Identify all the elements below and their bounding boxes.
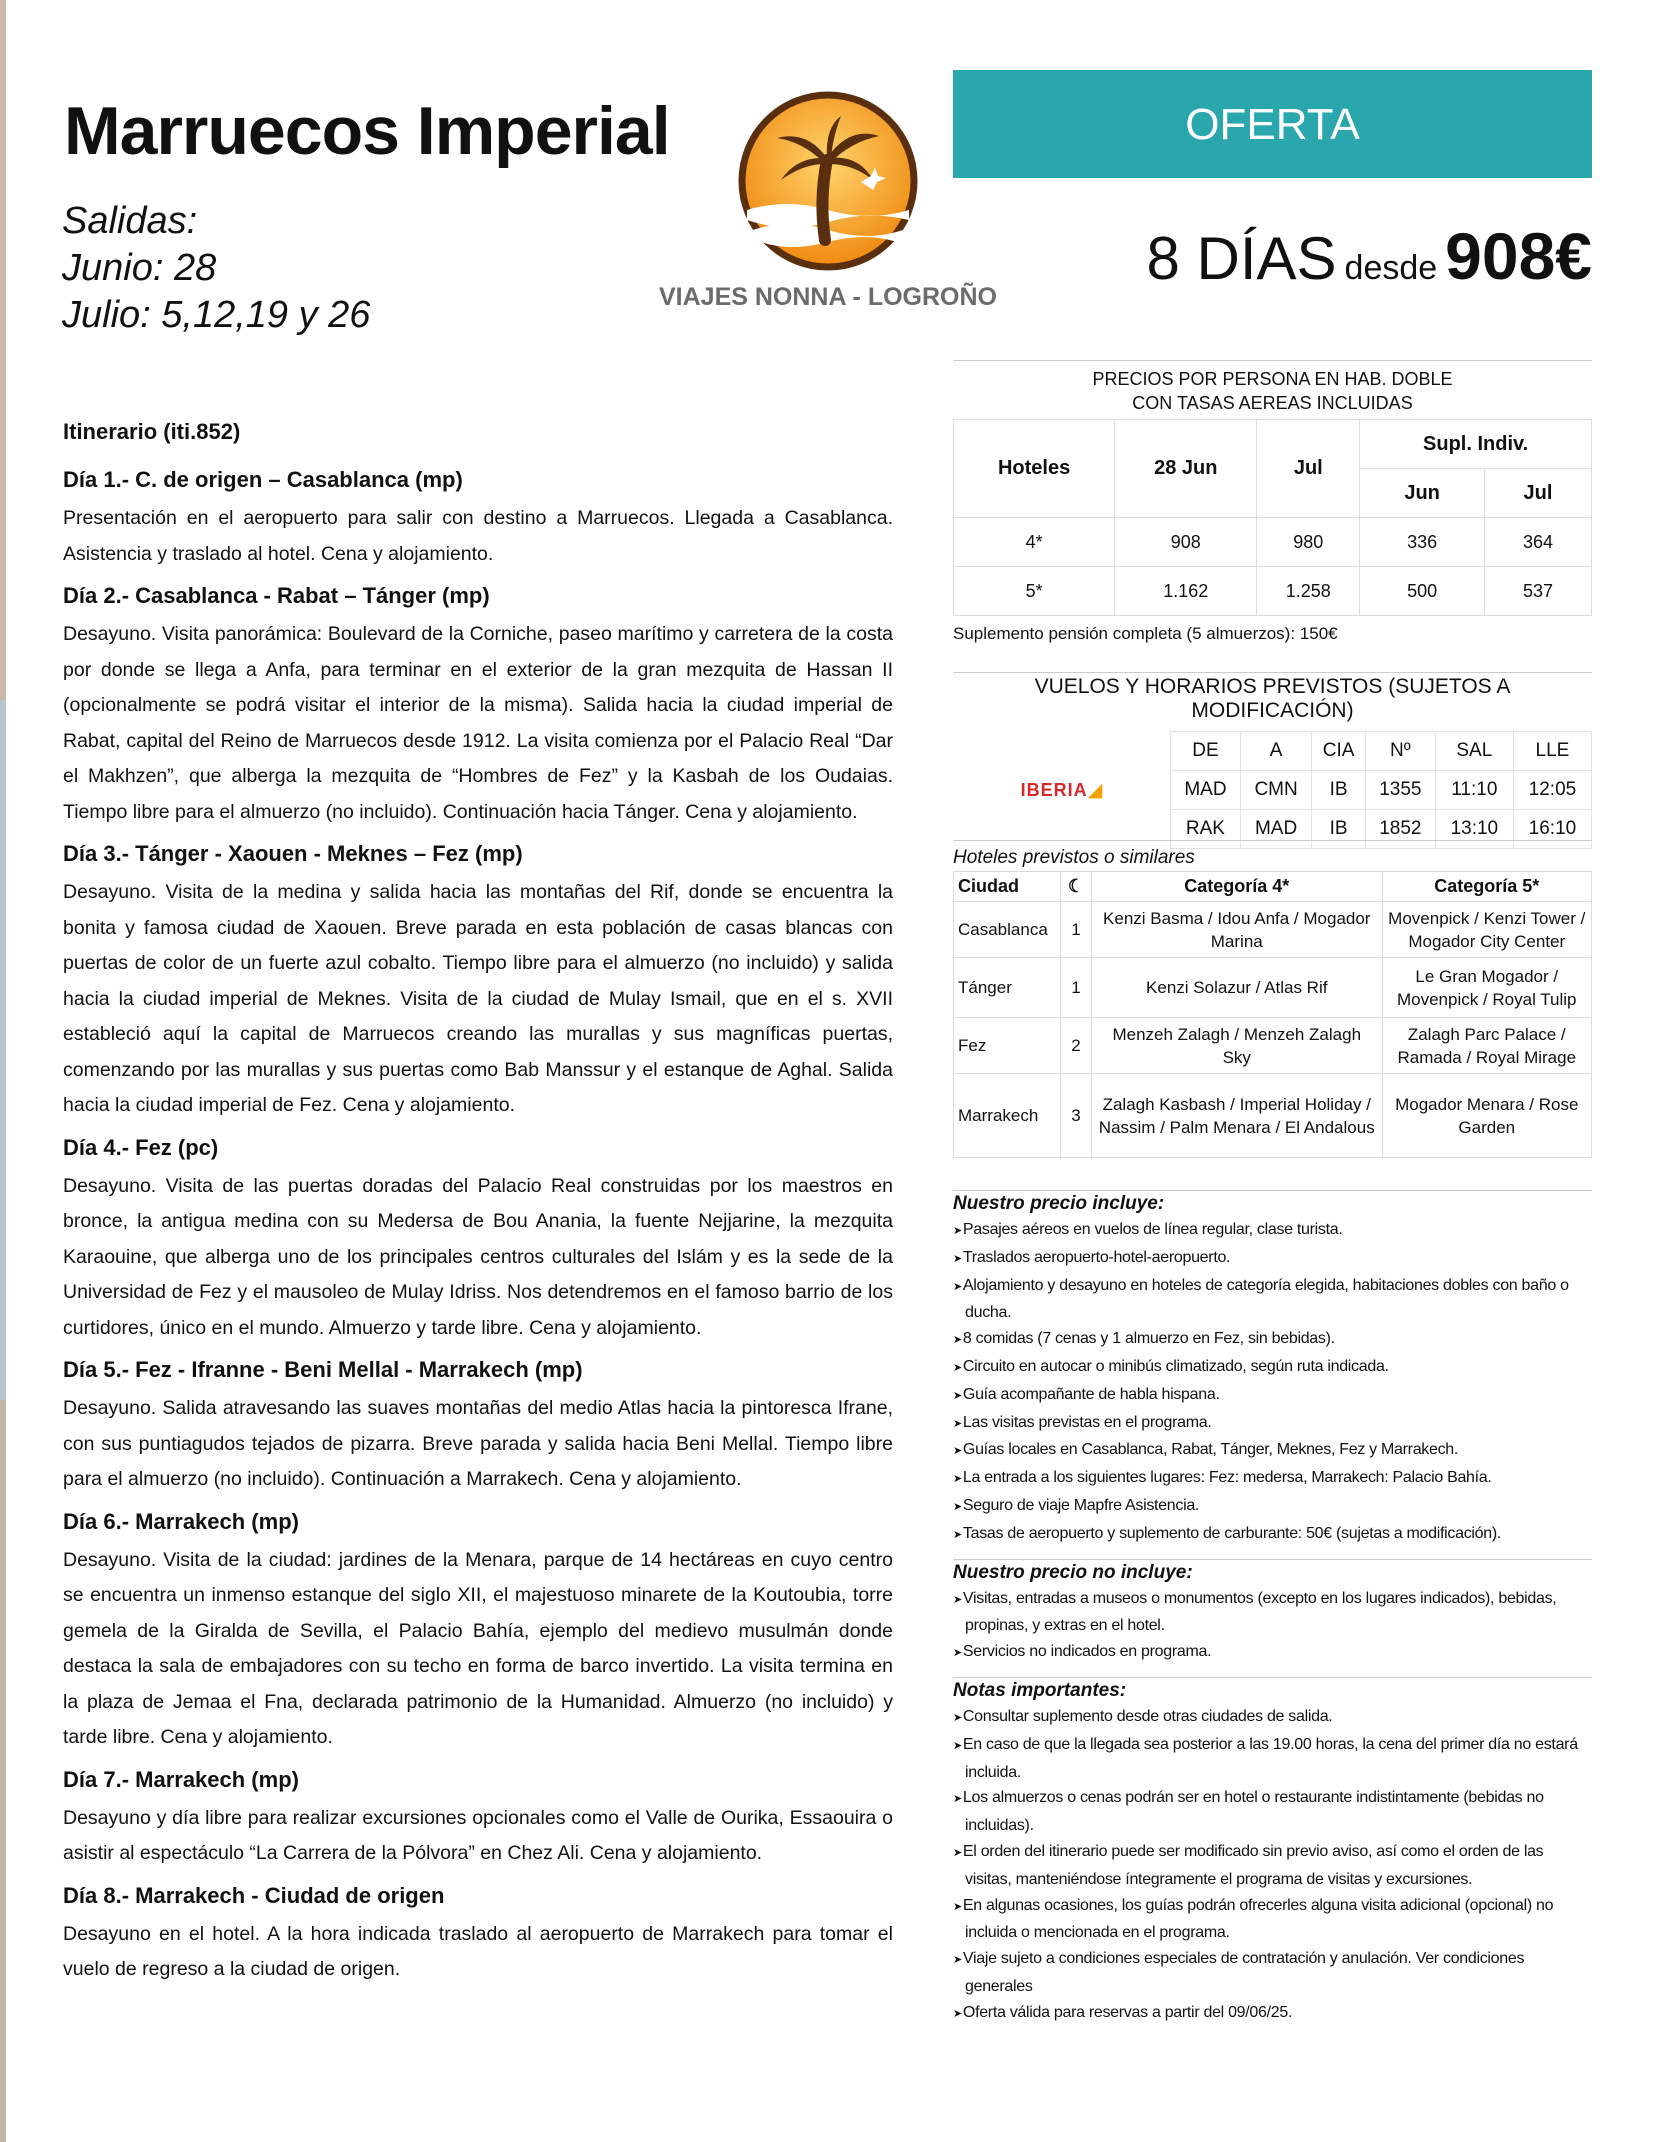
- price-table: [953, 419, 1592, 616]
- includes-list: [953, 1217, 1592, 1549]
- table-row: [954, 872, 1592, 902]
- palm-tree-logo: [737, 90, 919, 272]
- price-from-label: desde: [1344, 249, 1438, 287]
- table-header-cell: SAL: [1435, 732, 1513, 771]
- table-cell: 500: [1360, 567, 1485, 616]
- table-row: [953, 732, 1592, 771]
- salidas-label: Salidas:: [62, 200, 198, 242]
- table-header-cell: A: [1240, 732, 1311, 771]
- full-board-supplement: Suplemento pensión completa (5 almuerzos): 150€: [953, 624, 1338, 643]
- notes-list: [953, 1704, 1592, 2028]
- day-description: Desayuno. Visita de la ciudad: jardines de la Menara, parque de 14 hectáreas en cuyo centro se encuentra un inmenso estanque del siglo XII, el majestuoso minarete de la Koutoubia, torre gemela de la Giralda de Sevilla, el Palacio Bahía, ejemplo del medievo musulmán donde destaca la sala de embajadores con su techo en forma de barco invertido. La visita termina en la plaza de Jemaa el Fna, declarada patrimonio de la Humanidad. Almuerzo (no incluido) y tarde libre. Cena y alojamiento.: [63, 1548, 893, 1748]
- day-description: Desayuno. Visita de las puertas doradas del Palacio Real construidas por los maestros en bronce, la antigua medina con su Medersa de Bou Anania, la fuente Nejjarine, la mezquita Karaouine, que alberga uno de los principales centros culturales del Islám y es la sede de la Universidad de Fez y el mausoleo de Mulay Idriss. Nos detendremos en el famoso barrio de los curtidores, único en el mundo. Almuerzo y tarde libre. Cena y alojamiento.: [63, 1174, 893, 1339]
- departure-dates: [62, 198, 370, 339]
- table-cell: 1.162: [1115, 567, 1257, 616]
- table-row: [954, 902, 1592, 958]
- itinerary-day: [63, 1509, 893, 1756]
- table-header-cell: CIA: [1312, 732, 1366, 771]
- list-item: ➤ La entrada a los siguientes lugares: Fez: medersa, Marrakech: Palacio Bahía.: [953, 1465, 1592, 1493]
- table-cell: Le Gran Mogador / Movenpick / Royal Tulip: [1382, 958, 1591, 1018]
- flights-title: VUELOS Y HORARIOS PREVISTOS (SUJETOS A MODIFICACIÓN): [953, 672, 1592, 723]
- salidas-june: Junio: 28: [62, 247, 217, 289]
- table-cell: 5*: [954, 567, 1115, 616]
- table-cell: 3: [1061, 1074, 1092, 1158]
- table-header-cell: 28 Jun: [1115, 420, 1257, 518]
- day-description: Desayuno. Visita de la medina y salida hacia las montañas del Rif, donde se encuentra la bonita y famosa ciudad de Xaouen. Breve parada en esta población de casas blancas con puertas de color de un fuerte azul cobalto. Tiempo libre para el almuerzo (no incluido) y salida hacia la ciudad imperial de Meknes. Visita de la ciudad de Mulay Ismail, que en el s. XVII estableció aquí la capital de Marruecos creando las murallas y sus magníficas puertas, comenzando por las murallas y sus puertas como Bab Manssur y el estanque de Aghal. Salida hacia la ciudad imperial de Fez. Cena y alojamiento.: [63, 881, 893, 1116]
- moon-icon: ☾: [1061, 872, 1092, 902]
- itinerary-day: [63, 583, 893, 830]
- list-item: ➤ Viaje sujeto a condiciones especiales de contratación y anulación. Ver condiciones generales: [953, 1946, 1592, 2000]
- list-item: ➤ En algunas ocasiones, los guías podrán ofrecerles alguna visita adicional (opcional) no incluida o mencionada en el programa.: [953, 1893, 1592, 1947]
- table-header-cell: Nº: [1365, 732, 1435, 771]
- iberia-wing-icon: ◢: [1087, 779, 1103, 801]
- salidas-july: Julio: 5,12,19 y 26: [62, 294, 371, 336]
- table-cell: Kenzi Solazur / Atlas Rif: [1092, 958, 1383, 1018]
- list-item: ➤ En caso de que la llegada sea posterior a las 19.00 horas, la cena del primer día no estará incluida.: [953, 1732, 1592, 1786]
- list-item: ➤ Guías locales en Casablanca, Rabat, Tánger, Meknes, Fez y Marrakech.: [953, 1437, 1592, 1465]
- table-row: [954, 567, 1592, 616]
- price-table-heading: [953, 360, 1592, 419]
- table-row: [954, 1074, 1592, 1158]
- list-item: ➤ Traslados aeropuerto-hotel-aeropuerto.: [953, 1245, 1592, 1273]
- page-title: Marruecos Imperial: [64, 93, 670, 169]
- table-cell: 1: [1061, 958, 1092, 1018]
- includes-title: Nuestro precio incluye:: [953, 1193, 1165, 1214]
- day-description: Desayuno. Visita panorámica: Boulevard de la Corniche, paseo marítimo y carretera de la costa por donde se llega a Anfa, para terminar en el exterior de la gran mezquita de Hassan II (opcionalmente se podrá visitar el interior de la misma). Salida hacia la ciudad imperial de Rabat, capital del Reino de Marruecos desde 1912. La visita comienza por el Palacio Real “Dar el Makhzen”, que alberga la mezquita de “Hombres de Fez” y la Kasbah de los Oudaias. Tiempo libre para el almuerzo (no incluido). Continuación hacia Tánger. Cena y alojamiento.: [63, 623, 893, 823]
- table-header-cell: Categoría 5*: [1382, 872, 1591, 902]
- list-item: ➤ Consultar suplemento desde otras ciudades de salida.: [953, 1704, 1592, 1732]
- table-cell: MAD: [1240, 810, 1311, 849]
- table-cell: Tánger: [954, 958, 1061, 1018]
- page-edge-strip: [0, 1400, 6, 2142]
- day-description: Desayuno. Salida atravesando las suaves montañas del medio Atlas hacia la pintoresca Ifrane, con sus puntiagudos tejados de pizarra. Breve parada y salida hacia Beni Mellal. Tiempo libre para el almuerzo (no incluido). Continuación a Marrakech. Cena y alojamiento.: [63, 1397, 893, 1490]
- list-item: ➤ Pasajes aéreos en vuelos de línea regular, clase turista.: [953, 1217, 1592, 1245]
- list-item: ➤ Guía acompañante de habla hispana.: [953, 1382, 1592, 1410]
- list-item: ➤ Oferta válida para reservas a partir del 09/06/25.: [953, 2000, 1592, 2028]
- price-heading-line: PRECIOS POR PERSONA EN HAB. DOBLE: [1092, 369, 1453, 389]
- table-cell: Marrakech: [954, 1074, 1061, 1158]
- itinerary-day: [63, 841, 893, 1124]
- hotels-title: Hoteles previstos o similares: [953, 840, 1592, 869]
- itinerary-day: [63, 1357, 893, 1498]
- table-cell: Casablanca: [954, 902, 1061, 958]
- day-title: Día 8.- Marrakech - Ciudad de origen: [63, 1882, 445, 1908]
- itinerary-title: Itinerario (iti.852): [63, 419, 241, 444]
- table-header-cell: Hoteles: [954, 420, 1115, 518]
- day-title: Día 4.- Fez (pc): [63, 1134, 219, 1160]
- table-cell: IB: [1312, 810, 1366, 849]
- table-cell: Menzeh Zalagh / Menzeh Zalagh Sky: [1092, 1018, 1383, 1074]
- itinerary-day: [63, 1767, 893, 1872]
- list-item: ➤ Seguro de viaje Mapfre Asistencia.: [953, 1493, 1592, 1521]
- day-description: Desayuno en el hotel. A la hora indicada traslado al aeropuerto de Marrakech para tomar el vuelo de regreso a la ciudad de origen.: [63, 1922, 893, 1980]
- table-cell: IB: [1312, 771, 1366, 810]
- table-cell: Zalagh Parc Palace / Ramada / Royal Mirage: [1382, 1018, 1591, 1074]
- table-cell: 908: [1115, 518, 1257, 567]
- table-cell: 4*: [954, 518, 1115, 567]
- table-cell: CMN: [1240, 771, 1311, 810]
- excludes-list: [953, 1586, 1592, 1667]
- table-cell: Mogador Menara / Rose Garden: [1382, 1074, 1591, 1158]
- list-item: ➤ Los almuerzos o cenas podrán ser en hotel o restaurante indistintamente (bebidas no incluidas).: [953, 1785, 1592, 1839]
- itinerary-day: [63, 1135, 893, 1347]
- table-cell: 1: [1061, 902, 1092, 958]
- table-header-cell: Categoría 4*: [1092, 872, 1383, 902]
- hotels-section: [953, 840, 1592, 1158]
- list-item: ➤ Circuito en autocar o minibús climatizado, según ruta indicada.: [953, 1354, 1592, 1382]
- table-cell: 537: [1485, 567, 1592, 616]
- flights-section: [953, 672, 1592, 849]
- list-item: ➤ Visitas, entradas a museos o monumentos (excepto en los lugares indicados), bebidas, propinas, y extras en el hotel.: [953, 1586, 1592, 1640]
- day-title: Día 6.- Marrakech (mp): [63, 1508, 299, 1534]
- flights-table: [953, 731, 1592, 849]
- table-cell: 12:05: [1513, 771, 1591, 810]
- table-header-cell: Supl. Indiv.: [1360, 420, 1592, 469]
- table-row: [954, 420, 1592, 469]
- page-edge-strip: [0, 0, 6, 700]
- price-from-value: 908€: [1445, 219, 1592, 293]
- hotels-table: [953, 871, 1592, 1158]
- table-cell: 13:10: [1435, 810, 1513, 849]
- day-description: Presentación en el aeropuerto para salir con destino a Marruecos. Llegada a Casablanca. Asistencia y traslado al hotel. Cena y alojamiento.: [63, 507, 893, 565]
- table-cell: 1355: [1365, 771, 1435, 810]
- list-item: ➤ Tasas de aeropuerto y suplemento de carburante: 50€ (sujetas a modificación).: [953, 1521, 1592, 1549]
- table-cell: RAK: [1171, 810, 1241, 849]
- table-cell: 1852: [1365, 810, 1435, 849]
- list-item: ➤ Las visitas previstas en el programa.: [953, 1410, 1592, 1438]
- day-title: Día 5.- Fez - Ifranne - Beni Mellal - Marrakech (mp): [63, 1357, 583, 1382]
- table-cell: 364: [1485, 518, 1592, 567]
- table-row: [954, 1018, 1592, 1074]
- table-header-cell: LLE: [1513, 732, 1591, 771]
- table-cell: 1.258: [1257, 567, 1360, 616]
- table-header-cell: Jun: [1360, 469, 1485, 518]
- offer-banner: OFERTA: [953, 70, 1592, 178]
- list-item: ➤ 8 comidas (7 cenas y 1 almuerzo en Fez, sin bebidas).: [953, 1326, 1592, 1354]
- page-edge-strip: [0, 700, 6, 1400]
- list-item: ➤ Alojamiento y desayuno en hoteles de categoría elegida, habitaciones dobles con baño o ducha.: [953, 1273, 1592, 1327]
- table-row: [954, 958, 1592, 1018]
- day-title: Día 1.- C. de origen – Casablanca (mp): [63, 467, 463, 492]
- table-header-cell: Jul: [1257, 420, 1360, 518]
- duration-days: 8 DÍAS: [1146, 225, 1337, 292]
- itinerary-day: [63, 1883, 893, 1988]
- table-cell: Movenpick / Kenzi Tower / Mogador City Center: [1382, 902, 1591, 958]
- notes-title: Notas importantes:: [953, 1679, 1127, 1701]
- table-header-cell: DE: [1171, 732, 1241, 771]
- list-item: ➤ El orden del itinerario puede ser modificado sin previo aviso, así como el orden de las visitas, manteniéndose íntegramente el programa de visitas y excursiones.: [953, 1839, 1592, 1893]
- table-header-cell: Ciudad: [954, 872, 1061, 902]
- itinerary-day: [63, 467, 893, 572]
- day-description: Desayuno y día libre para realizar excursiones opcionales como el Valle de Ourika, Essaouira o asistir al espectáculo “La Carrera de la Pólvora” en Chez Ali. Cena y alojamiento.: [63, 1806, 893, 1864]
- table-cell: 2: [1061, 1018, 1092, 1074]
- table-cell: MAD: [1171, 771, 1241, 810]
- table-cell: 11:10: [1435, 771, 1513, 810]
- excludes-section: [953, 1559, 1592, 1667]
- notes-section: [953, 1677, 1592, 2028]
- airline-logo: [953, 732, 1171, 849]
- list-item: ➤ Servicios no indicados en programa.: [953, 1639, 1592, 1667]
- table-header-cell: Jul: [1485, 469, 1592, 518]
- excludes-title: Nuestro precio no incluye:: [953, 1561, 1193, 1583]
- price-headline: [953, 218, 1592, 294]
- iberia-logo-text: IBERIA: [1020, 779, 1088, 800]
- brand-name: VIAJES NONNA - LOGROÑO: [659, 283, 997, 311]
- table-cell: 980: [1257, 518, 1360, 567]
- table-cell: Kenzi Basma / Idou Anfa / Mogador Marina: [1092, 902, 1383, 958]
- table-row: [954, 518, 1592, 567]
- table-cell: 336: [1360, 518, 1485, 567]
- day-title: Día 2.- Casablanca - Rabat – Tánger (mp): [63, 583, 490, 608]
- day-title: Día 3.- Tánger - Xaouen - Meknes – Fez (mp): [63, 841, 523, 866]
- table-cell: Zalagh Kasbash / Imperial Holiday / Nassim / Palm Menara / El Andalous: [1092, 1074, 1383, 1158]
- price-table-section: [953, 360, 1592, 644]
- table-cell: 16:10: [1513, 810, 1591, 849]
- table-cell: Fez: [954, 1018, 1061, 1074]
- includes-section: [953, 1190, 1592, 1549]
- conditions-section: [953, 1190, 1592, 2038]
- price-heading-line: CON TASAS AEREAS INCLUIDAS: [1132, 393, 1413, 413]
- day-title: Día 7.- Marrakech (mp): [63, 1766, 299, 1792]
- itinerary-section: [63, 419, 893, 1999]
